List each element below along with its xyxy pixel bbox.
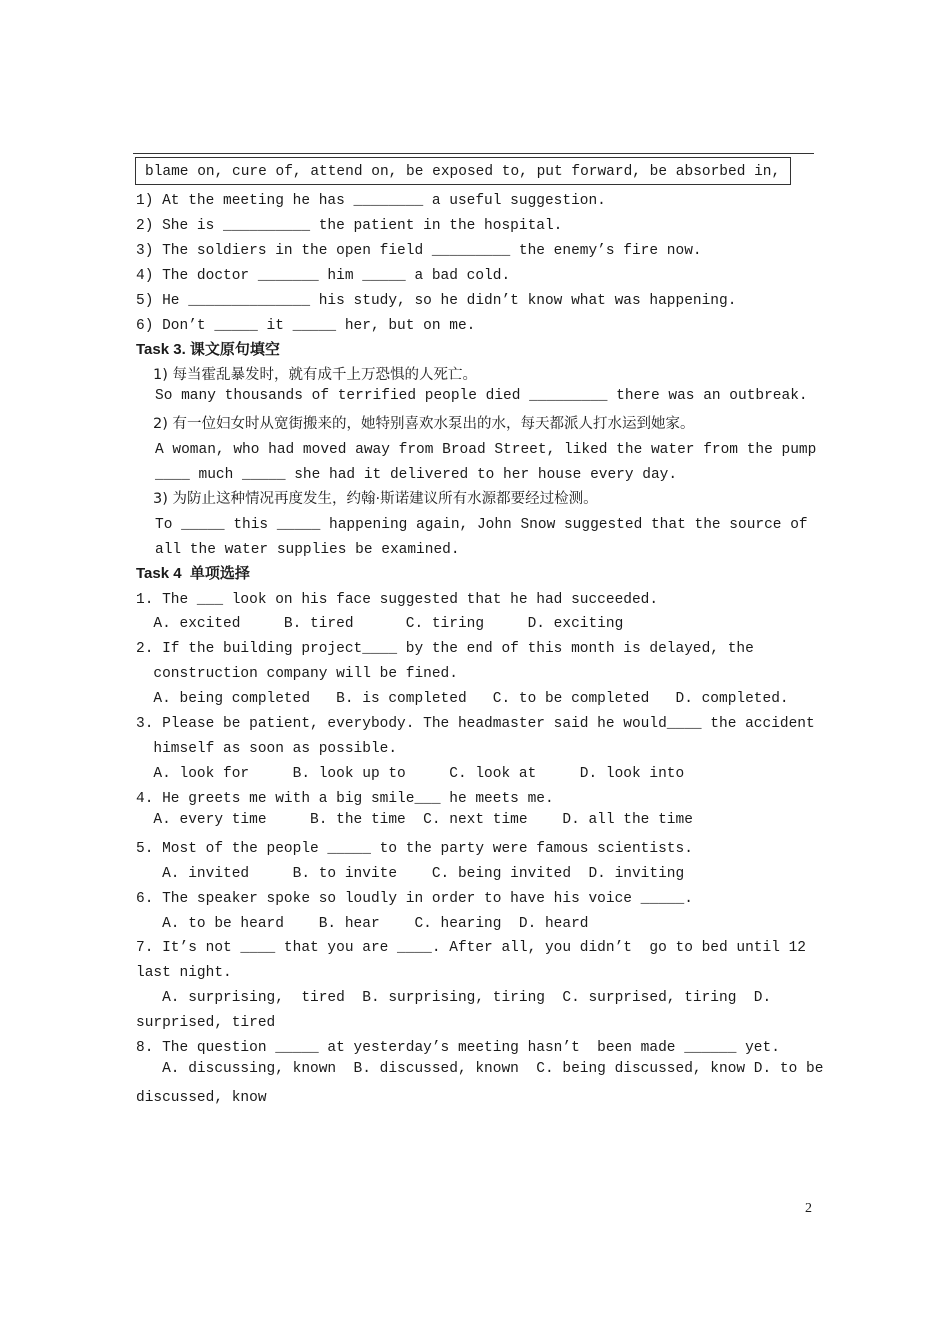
word-bank-box <box>135 157 791 185</box>
task4-line: 3. Please be patient, everybody. The headmaster said he would____ the accident <box>136 716 815 732</box>
task4-line: 4. He greets me with a big smile___ he meets me. <box>136 791 554 807</box>
task4-line: last night. <box>136 965 232 981</box>
page-number: 2 <box>805 1201 812 1216</box>
task4-line: A. discussing, known B. discussed, known C. being discussed, know D. to be <box>136 1061 824 1077</box>
task4-line: 2. If the building project____ by the end of this month is delayed, the <box>136 641 754 657</box>
task4-line: surprised, tired <box>136 1015 276 1031</box>
task4-line: A. look for B. look up to C. look at D. look into <box>136 766 685 782</box>
task4-line: 7. It’s not ____ that you are ____. After all, you didn’t go to bed until 12 <box>136 940 807 956</box>
task2-item-4: 4) The doctor _______ him _____ a bad cold. <box>136 268 511 284</box>
task2-item-5: 5) He ______________ his study, so he didn’t know what was happening. <box>136 293 737 309</box>
task3-s1-chinese: 1) 每当霍乱暴发时，就有成千上万恐惧的人死亡。 <box>153 367 477 383</box>
task4-line: himself as soon as possible. <box>136 741 398 757</box>
task4-line: 1. The ___ look on his face suggested that he had succeeded. <box>136 592 659 608</box>
task3-s2-english-2: ____ much _____ she had it delivered to her house every day. <box>155 467 678 483</box>
task3-heading: Task 3. 课文原句填空 <box>136 341 280 358</box>
task4-line: 5. Most of the people _____ to the party were famous scientists. <box>136 841 693 857</box>
task4-line: A. every time B. the time C. next time D. all the time <box>136 812 693 828</box>
task4-line: A. to be heard B. hear C. hearing D. heard <box>136 916 589 932</box>
task4-heading: Task 4 单项选择 <box>136 565 250 582</box>
task2-item-2: 2) She is __________ the patient in the hospital. <box>136 218 563 234</box>
task3-s2-chinese: 2) 有一位妇女时从宽街搬来的，她特别喜欢水泵出的水，每天都派人打水运到她家。 <box>153 416 695 432</box>
task4-line: construction company will be fined. <box>136 666 458 682</box>
task2-item-3: 3) The soldiers in the open field _________ the enemy’s fire now. <box>136 243 702 259</box>
task4-line: A. being completed B. is completed C. to be completed D. completed. <box>136 691 789 707</box>
task2-item-6: 6) Don’t _____ it _____ her, but on me. <box>136 318 476 334</box>
task4-line: A. invited B. to invite C. being invited D. inviting <box>136 866 685 882</box>
task4-line: A. excited B. tired C. tiring D. exciting <box>136 616 624 632</box>
word-bank-text: blame on, cure of, attend on, be exposed to, put forward, be absorbed in, <box>145 164 781 180</box>
top-rule <box>133 153 814 154</box>
task4-line: A. surprising, tired B. surprising, tiring C. surprised, tiring D. <box>136 990 772 1006</box>
task3-s1-english: So many thousands of terrified people died _________ there was an outbreak. <box>155 388 808 404</box>
task3-s3-english-1: To _____ this _____ happening again, John Snow suggested that the source of <box>155 517 808 533</box>
task3-s3-chinese: 3) 为防止这种情况再度发生，约翰·斯诺建议所有水源都要经过检测。 <box>153 491 598 507</box>
task3-s3-english-2: all the water supplies be examined. <box>155 542 460 558</box>
task3-s2-english-1: A woman, who had moved away from Broad Street, liked the water from the pump <box>155 442 817 458</box>
task2-item-1: 1) At the meeting he has ________ a useful suggestion. <box>136 193 606 209</box>
task4-line: 8. The question _____ at yesterday’s meeting hasn’t been made ______ yet. <box>136 1040 780 1056</box>
task4-line: discussed, know <box>136 1090 267 1106</box>
task4-line: 6. The speaker spoke so loudly in order to have his voice _____. <box>136 891 693 907</box>
